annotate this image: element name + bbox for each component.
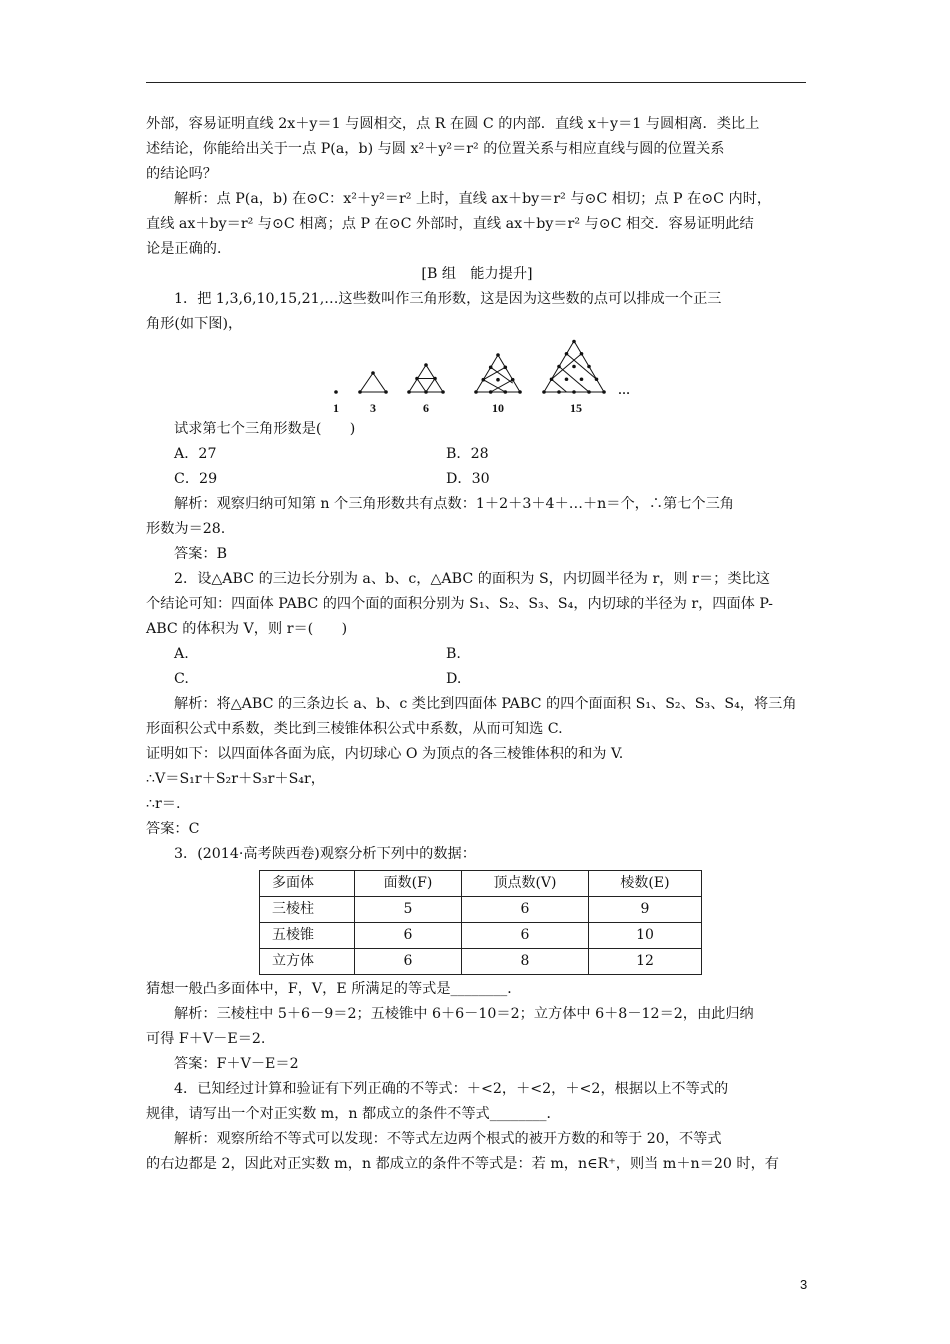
table-cell: 10 [589,923,702,949]
figure-label: 15 [570,401,582,415]
q4-solution: 的右边都是 2，因此对正实数 m，n 都成立的条件不等式是：若 m，n∈R⁺，则当 m＋n＝20 时，有 [146,1156,779,1172]
table-cell: 9 [589,897,702,923]
figure-ellipsis: … [618,383,630,397]
choice-d: D. [446,671,462,687]
page-content [146,112,808,1177]
q1-text: 角形(如下图)， [146,316,243,332]
q3-text: 猜想一般凸多面体中，F，V，E 所满足的等式是________． [146,981,522,997]
figure-label: 6 [423,401,429,415]
q2-text: ABC 的体积为 V，则 r＝( ) [146,621,348,637]
q3-solution: 解析：三棱柱中 5＋6－9＝2；五棱锥中 6＋6－10＝2；立方体中 6＋8－12＝2，由此归纳 [174,1006,754,1022]
q2-proof: ∴V＝S₁r＋S₂r＋S₃r＋S₄r， [146,771,325,787]
q2-choices-row [146,642,808,667]
q1-solution: 形数为＝28. [146,521,226,537]
section-title: [B 组 能力提升] [421,266,533,282]
q1-solution: 解析：观察归纳可知第 n 个三角形数共有点数：1＋2＋3＋4＋…＋n＝个，∴第七个三角 [174,496,734,512]
text-line: 的结论吗？ [146,166,217,182]
triangle-3 [360,373,386,392]
q3-text: 3．(2014·高考陕西卷)观察分析下列中的数据： [174,846,476,862]
q3-solution: 可得 F＋V－E＝2. [146,1031,266,1047]
q1-answer: 答案：B [174,546,227,562]
text-line: 论是正确的． [146,241,232,257]
choice-a: A．27 [174,446,217,462]
q4-text: 规律，请写出一个对正实数 m，n 都成立的条件不等式________． [146,1106,561,1122]
header-rule [146,82,806,83]
q1-question: 试求第七个三角形数是( ) [174,421,356,437]
table-cell: 5 [355,897,462,923]
figure-label: 10 [492,401,504,415]
table-header-cell: 多面体 [260,871,355,897]
triangular-numbers-figure [146,341,808,415]
page-number: 3 [800,1277,808,1292]
choice-b: B．28 [446,446,489,462]
table-row [260,949,702,975]
choice-c: C. [174,671,189,687]
text-line: 直线 ax＋by＝r² 与⊙C 相离；点 P 在⊙C 外部时，直线 ax＋by＝r² 与⊙C 相交．容易证明此结 [146,216,754,232]
q1-choices-row [146,467,808,492]
table-cell: 立方体 [260,949,355,975]
q2-choices-row [146,667,808,692]
text-line: 外部，容易证明直线 2x＋y＝1 与圆相交，点 R 在圆 C 的内部．直线 x＋y＝1 与圆相离．类比上 [146,116,760,132]
text-line: 解析：点 P(a，b) 在⊙C：x²＋y²＝r² 上时，直线 ax＋by＝r² 与⊙C 相切；点 P 在⊙C 内时， [174,191,772,207]
table-cell: 三棱柱 [260,897,355,923]
table-cell: 6 [462,923,589,949]
table-header-cell: 面数(F) [355,871,462,897]
q1-choices-row [146,442,808,467]
q2-proof: 证明如下：以四面体各面为底，内切球心 O 为顶点的各三棱锥体积的和为 V. [146,746,624,762]
table-header-cell: 顶点数(V) [462,871,589,897]
triangle-dots-diagram [333,341,656,415]
choice-a: A. [174,646,189,662]
choice-c: C．29 [174,471,218,487]
q2-solution: 形面积公式中系数，类比到三棱锥体积公式中系数，从而可知选 C. [146,721,563,737]
table-header-row [260,871,702,897]
choice-d: D．30 [446,471,490,487]
table-row [260,923,702,949]
table-cell: 6 [355,949,462,975]
q2-text: 2．设△ABC 的三边长分别为 a、b、c，△ABC 的面积为 S，内切圆半径为 r，则 r＝；类比这 [174,571,770,587]
q3-answer: 答案：F＋V－E＝2 [174,1056,299,1072]
q2-answer: 答案：C [146,821,200,837]
polyhedra-table [259,870,702,975]
table-row [260,897,702,923]
table-header-cell: 棱数(E) [589,871,702,897]
table-cell: 8 [462,949,589,975]
q2-proof: ∴r＝. [146,796,181,812]
q2-text: 个结论可知：四面体 PABC 的四个面的面积分别为 S₁、S₂、S₃、S₄，内切球的半径为 r，四面体 P- [146,596,773,612]
q2-solution: 解析：将△ABC 的三条边长 a、b、c 类比到四面体 PABC 的四个面面积 S₁、S₂、S₃、S₄，将三角 [174,696,797,712]
table-cell: 6 [462,897,589,923]
choice-b: B. [446,646,461,662]
triangle-10 [476,355,520,392]
text-line: 述结论，你能给出关于一点 P(a，b) 与圆 x²＋y²＝r² 的位置关系与相应直线与圆的位置关系 [146,141,725,157]
q4-text: 4．已知经过计算和验证有下列正确的不等式：＋<2，＋<2，＋<2，根据以上不等式的 [174,1081,729,1097]
q4-solution: 解析：观察所给不等式可以发现：不等式左边两个根式的被开方数的和等于 20，不等式 [174,1131,722,1147]
figure-label: 1 [333,401,339,415]
table-cell: 12 [589,949,702,975]
table-cell: 五棱锥 [260,923,355,949]
table-cell: 6 [355,923,462,949]
figure-label: 3 [370,401,376,415]
q1-text: 1．把 1,3,6,10,15,21,…这些数叫作三角形数，这是因为这些数的点可以排成一个正三 [174,291,722,307]
